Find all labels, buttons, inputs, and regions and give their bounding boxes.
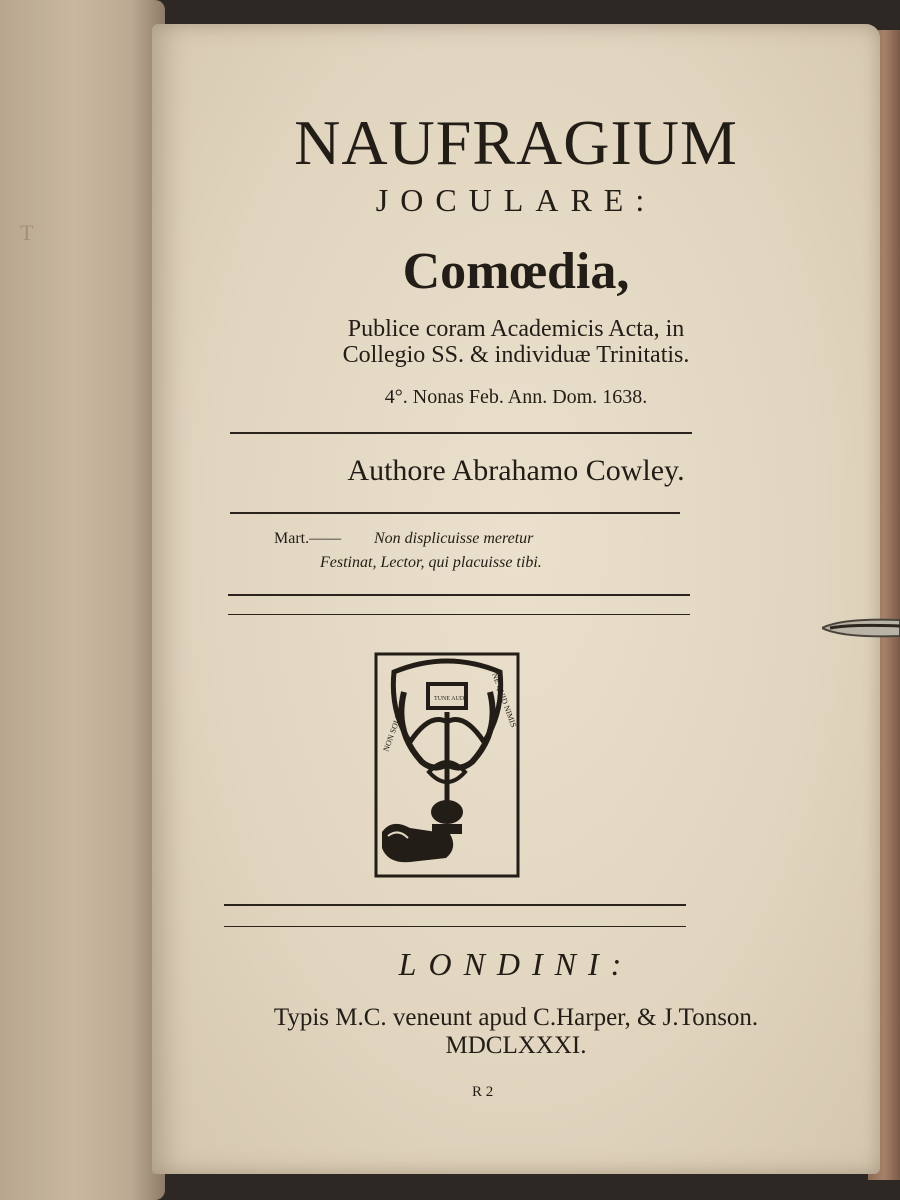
epigraph-line-1: Non displicuisse meretur bbox=[374, 530, 534, 547]
left-page-bleed: T bbox=[20, 220, 34, 245]
emblem-motto-center: TUNE AUDE bbox=[434, 696, 468, 702]
title-line-2: JOCULARE: bbox=[375, 182, 657, 218]
signature-mark: R 2 bbox=[472, 1084, 494, 1100]
title-line-3: Comœdia, bbox=[402, 243, 630, 300]
title-line-1: NAUFRAGIUM bbox=[294, 107, 738, 178]
author-line: Authore Abrahamo Cowley. bbox=[347, 454, 685, 487]
printers-device-emblem bbox=[374, 652, 520, 878]
title-page bbox=[152, 24, 880, 1174]
subtitle-line-2: Collegio SS. & individuæ Trinitatis. bbox=[342, 342, 690, 368]
subtitle-line-1: Publice coram Academicis Acta, in bbox=[347, 316, 685, 342]
rule-emblem-1 bbox=[224, 904, 686, 906]
rule-top bbox=[230, 432, 692, 434]
rule-emblem-2 bbox=[224, 926, 686, 927]
emblem-motto-right: NE QUID NIMIS bbox=[490, 671, 519, 729]
epigraph-line-2: Festinat, Lector, qui placuisse tibi. bbox=[320, 554, 542, 571]
pen-clip bbox=[822, 614, 900, 642]
epigraph-source: Mart.—— bbox=[274, 530, 342, 547]
subtitle-line-3: 4°. Nonas Feb. Ann. Dom. 1638. bbox=[384, 386, 648, 408]
imprint-year: MDCLXXXI. bbox=[445, 1032, 587, 1059]
imprint-city: LONDINI: bbox=[398, 946, 634, 982]
left-page bbox=[0, 0, 165, 1200]
emblem-motto-left: NON SOLUS bbox=[381, 707, 406, 753]
rule-author-bottom bbox=[230, 512, 680, 514]
rule-epigraph-2 bbox=[228, 614, 690, 615]
imprint-printer: Typis M.C. veneunt apud C.Harper, & J.Tonson. bbox=[273, 1004, 759, 1031]
rule-epigraph-1 bbox=[228, 594, 690, 596]
